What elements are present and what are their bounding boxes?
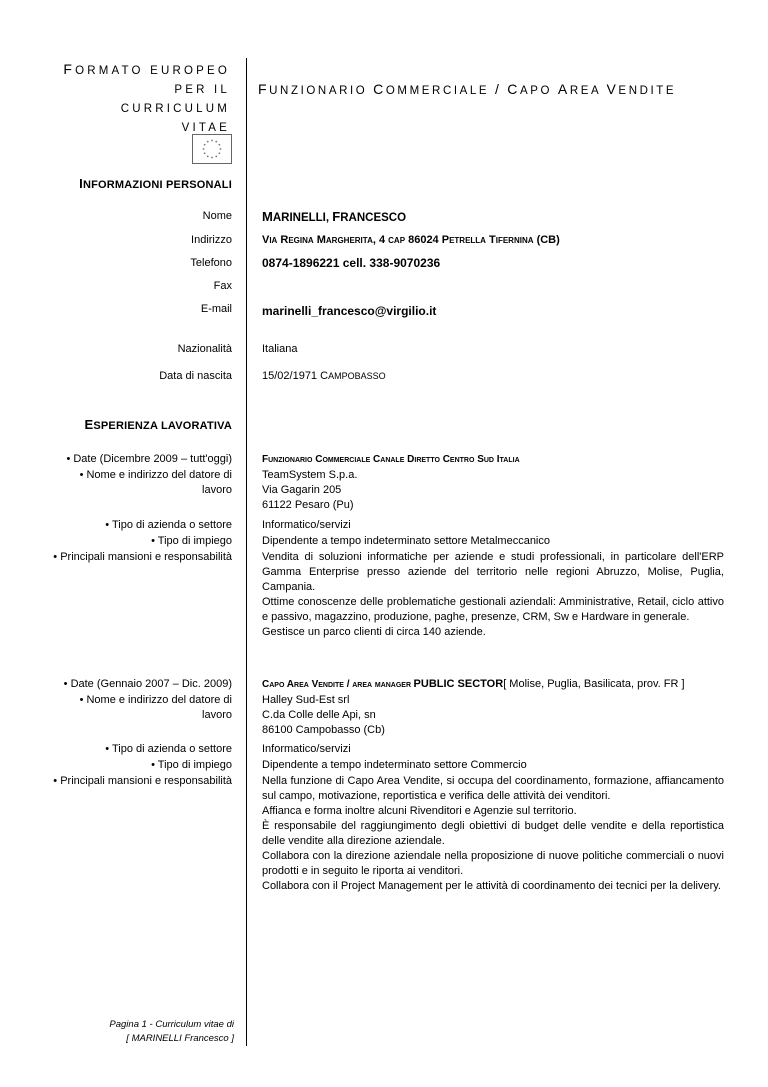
job2-employer: Halley Sud-Est srl C.da Colle delle Api, sn 86100 Campobasso (Cb) [262, 694, 385, 736]
eu-flag-icon [192, 134, 232, 164]
job2-title: Capo Area Vendite / area manager PUBLIC SECTOR[ Molise, Puglia, Basilicata, prov. FR ] [262, 678, 685, 690]
section-work-experience: ESPERIENZA LAVORATIVA [84, 417, 232, 432]
job1-employment-type: Dipendente a tempo indeterminato settore Metalmeccanico [262, 535, 550, 547]
job1-duty: Ottime conoscenze delle problematiche gestionali aziendali: Amministrative, Retail, ciclo attivo e passivo, magazzino, produzione, paghe, presenze, CRM, Sw e Hardware in generale. [262, 596, 724, 623]
job2-duty: È responsabile del raggiungimento degli obiettivi di budget delle vendite e della reportistica delle vendite alla direzione aziendale. [262, 820, 724, 847]
eu-star [211, 140, 213, 142]
eu-star [203, 148, 205, 150]
value-nazionalita: Italiana [262, 343, 298, 355]
label-nome: Nome [202, 210, 232, 222]
eu-star [204, 144, 206, 146]
job2-type-label: • Tipo di impiego [151, 759, 232, 771]
job2-sector: Informatico/servizi [262, 743, 351, 755]
job1-sector: Informatico/servizi [262, 519, 351, 531]
eu-star [220, 148, 222, 150]
job2-sector-label: • Tipo di azienda o settore [105, 743, 232, 755]
label-data-nascita: Data di nascita [159, 370, 232, 382]
label-fax: Fax [213, 280, 232, 292]
label-nazionalita: Nazionalità [177, 343, 232, 355]
job1-duties [262, 550, 724, 640]
cv-format-heading: FORMATO EUROPEO PER IL CURRICULUM VITAE [63, 61, 230, 134]
vertical-divider [246, 58, 247, 1046]
job2-employment-type: Dipendente a tempo indeterminato settore Commercio [262, 759, 527, 771]
page-footer: Pagina 1 - Curriculum vitae di [ MARINELLI Francesco ] [109, 1019, 234, 1044]
job1-type-label: • Tipo di impiego [151, 535, 232, 547]
job1-duty: Gestisce un parco clienti di circa 140 aziende. [262, 626, 486, 638]
job1-date-label: • Date (Dicembre 2009 – tutt'oggi) [66, 453, 232, 465]
job2-duty: Collabora con il Project Management per le attività di coordinamento dei tecnici per la delivery. [262, 880, 721, 892]
job-position-title: FUNZIONARIO COMMERCIALE / CAPO AREA VENDITE [258, 81, 677, 97]
job2-employer-label: • Nome e indirizzo del datore di lavoro [79, 694, 232, 721]
value-email: marinelli_francesco@virgilio.it [262, 304, 437, 318]
eu-star [218, 144, 220, 146]
eu-star [215, 141, 217, 143]
eu-star [215, 155, 217, 157]
job2-duty: Nella funzione di Capo Area Vendite, si occupa del coordinamento, formazione, affiancamento sul campo, motivazione, reportistica e verifica delle attività dei venditori. [262, 775, 724, 802]
section-personal-info: INFORMAZIONI PERSONALI [79, 176, 232, 191]
value-indirizzo: Via Regina Margherita, 4 cap 86024 Petrella Tifernina (CB) [262, 234, 560, 246]
job1-sector-label: • Tipo di azienda o settore [105, 519, 232, 531]
eu-star [218, 152, 220, 154]
job2-duty: Collabora con la direzione aziendale nella proposizione di nuove politiche commerciali o nuovi prodotti e in seguito le riporta ai venditori. [262, 850, 724, 877]
value-telefono: 0874-1896221 cell. 338-9070236 [262, 256, 441, 270]
eu-star [204, 152, 206, 154]
label-email: E-mail [200, 303, 232, 315]
job1-title: Funzionario Commerciale Canale Diretto Centro Sud Italia [262, 454, 520, 465]
eu-star [207, 141, 209, 143]
eu-star [207, 155, 209, 157]
job2-duties-label: • Principali mansioni e responsabilità [53, 775, 232, 787]
value-data-nascita: 15/02/1971 CAMPOBASSO [262, 370, 386, 382]
job1-employer: TeamSystem S.p.a. Via Gagarin 205 61122 Pesaro (Pu) [262, 469, 358, 511]
label-telefono: Telefono [190, 257, 232, 269]
job1-employer-label: • Nome e indirizzo del datore di lavoro [79, 469, 232, 496]
label-indirizzo: Indirizzo [191, 234, 232, 246]
job1-duties-label: • Principali mansioni e responsabilità [53, 551, 232, 563]
job2-duties [262, 774, 724, 894]
job1-duty: Vendita di soluzioni informatiche per aziende e studi professionali, in particolare dell'ERP Gamma Enterprise presso aziende del territorio nelle regioni Abruzzo, Molise, Puglia, Campania. [262, 551, 724, 593]
eu-star [211, 157, 213, 159]
value-nome: MARINELLI, FRANCESCO [262, 209, 407, 224]
job2-date-label: • Date (Gennaio 2007 – Dic. 2009) [63, 678, 232, 690]
job2-duty: Affianca e forma inoltre alcuni Rivenditori e Agenzie sul territorio. [262, 805, 577, 817]
